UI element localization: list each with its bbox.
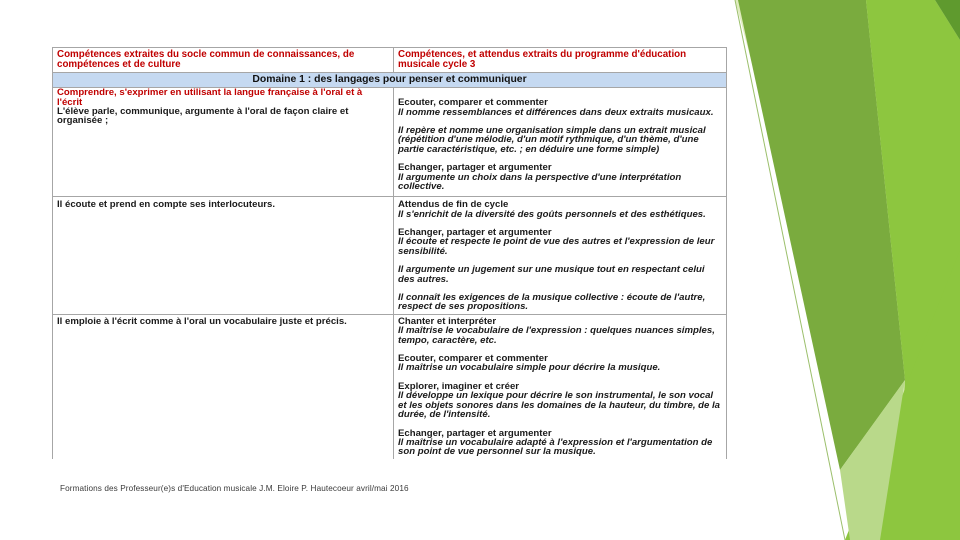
left-text: Il emploie à l'écrit comme à l'oral un vocabulaire juste et précis. (57, 315, 347, 327)
right-item: Ecouter, comparer et commenter Il maîtrise un vocabulaire simple pour décrire la musique. (398, 353, 661, 374)
header-socle: Compétences extraites du socle commun de connaissances, de compétences et de culture (53, 48, 394, 73)
right-item: Echanger, partager et argumenter Il maîtrise un vocabulaire adapté à l'expression et l'argumentation de son point de vue personnel sur la musique. (398, 427, 713, 458)
right-item: Attendus de fin de cycle Il s'enrichit de la diversité des goûts personnels et des esthétiques. (398, 199, 706, 220)
left-text: L'élève parle, communique, argumente à l'oral de façon claire et organisée ; (57, 106, 349, 127)
table-row (53, 88, 727, 197)
slide-footer: Formations des Professeur(e)s d'Education musicale J.M. Eloire P. Hautecoeur avril/mai 2016 (60, 484, 409, 493)
table-row (53, 314, 727, 459)
competences-table-image (52, 47, 728, 459)
right-item: Echanger, partager et argumenter Il argumente un choix dans la perspective d'une interprétation collective. (398, 162, 682, 193)
competences-table (52, 47, 727, 459)
left-text: Il écoute et prend en compte ses interlocuteurs. (57, 199, 276, 211)
right-item: Ecouter, comparer et commenter Il nomme ressemblances et différences dans deux extraits musicaux. (398, 97, 714, 118)
right-item: Il repère et nomme une organisation simple dans un extrait musical (répétition d'une mélodie, d'un motif rythmique, d'un thème, d'une partie caractéristique, etc. ; en déduire une forme simple) (398, 125, 706, 155)
header-programme: Compétences, et attendus extraits du programme d'éducation musicale cycle 3 (394, 48, 727, 73)
table-header-row (53, 48, 727, 73)
right-item: Echanger, partager et argumenter Il écoute et respecte le point de vue des autres et l'expression de leur sensibilité. (398, 227, 715, 257)
right-item: Explorer, imaginer et créer Il développe un lexique pour décrire le son instrumental, le son vocal et les objets sonores dans les domaines de la hauteur, du timbre, de la durée, de l'intensité. (398, 380, 721, 421)
right-item: Il connaît les exigences de la musique collective : écoute de l'autre, respect de ses propositions. (398, 292, 706, 313)
right-item: Il argumente un jugement sur une musique tout en respectant celui des autres. (398, 264, 705, 285)
table-row (53, 197, 727, 315)
domain-title: Domaine 1 : des langages pour penser et communiquer (53, 73, 727, 88)
domain-row (53, 73, 727, 88)
left-red-heading: Comprendre, s'exprimer en utilisant la langue française à l'oral et à l'écrit (57, 87, 363, 108)
right-item: Chanter et interpréter Il maîtrise le vocabulaire de l'expression : quelques nuances simples, tempo, caractère, etc. (398, 315, 715, 346)
